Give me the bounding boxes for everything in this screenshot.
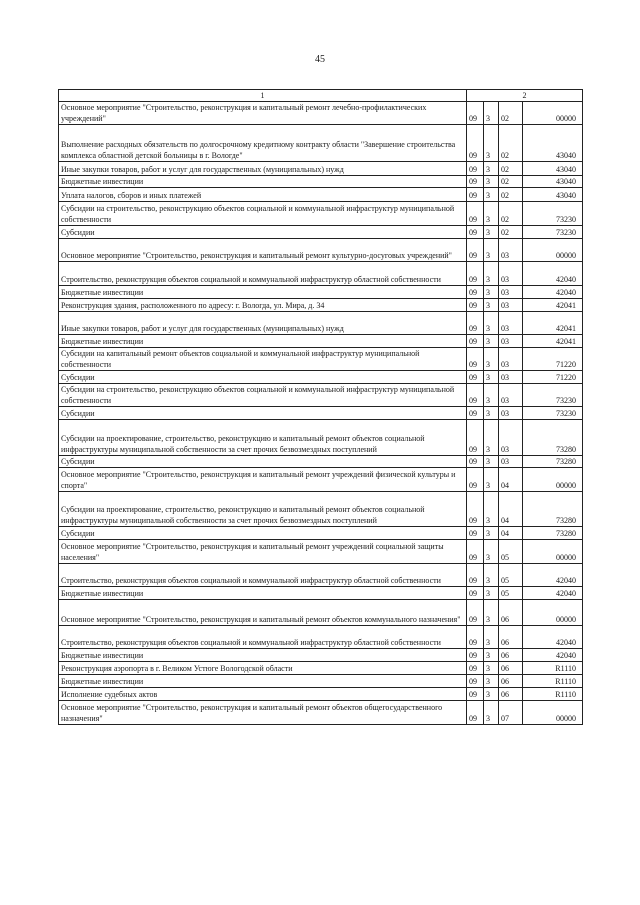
row-program: 3 [484,688,499,701]
row-direction: 00000 [523,468,583,492]
row-section: 09 [467,456,484,468]
row-subprogram: 03 [499,239,523,262]
row-program: 3 [484,701,499,725]
row-name: Реконструкция здания, расположенного по адресу: г. Вологда, ул. Мира, д. 34 [59,299,467,312]
row-name: Основное мероприятие "Строительство, реконструкция и капитальный ремонт объектов общегосударственного назначения" [59,701,467,725]
row-program: 3 [484,407,499,420]
table-row [59,649,583,662]
row-program: 3 [484,626,499,649]
table-row [59,239,583,262]
row-section: 09 [467,407,484,420]
row-direction: 43040 [523,176,583,188]
row-program: 3 [484,202,499,226]
row-section: 09 [467,420,484,456]
row-subprogram: 06 [499,662,523,675]
row-name: Строительство, реконструкция объектов социальной и коммунальной инфраструктур областной собственности [59,564,467,587]
table-row [59,335,583,348]
row-section: 09 [467,312,484,335]
row-direction: 42040 [523,626,583,649]
row-direction: R1110 [523,675,583,688]
row-direction: 43040 [523,188,583,202]
row-program: 3 [484,675,499,688]
row-section: 09 [467,226,484,239]
row-direction: 42040 [523,286,583,299]
table-row [59,176,583,188]
row-name: Реконструкция аэропорта в г. Великом Устюге Вологодской области [59,662,467,675]
row-subprogram: 05 [499,587,523,600]
row-direction: 42041 [523,335,583,348]
table-row [59,188,583,202]
row-direction: 00000 [523,239,583,262]
row-program: 3 [484,527,499,540]
row-program: 3 [484,348,499,371]
row-program: 3 [484,125,499,162]
row-name: Исполнение судебных актов [59,688,467,701]
table-row [59,371,583,384]
row-program: 3 [484,587,499,600]
table-row [59,701,583,725]
table-row [59,125,583,162]
row-section: 09 [467,202,484,226]
row-subprogram: 02 [499,125,523,162]
row-subprogram: 03 [499,262,523,286]
row-section: 09 [467,701,484,725]
row-subprogram: 03 [499,456,523,468]
row-name: Иные закупки товаров, работ и услуг для государственных (муниципальных) нужд [59,162,467,176]
row-name: Основное мероприятие "Строительство, реконструкция и капитальный ремонт учреждений социальной защиты населения" [59,540,467,564]
table-row [59,202,583,226]
row-direction: 42040 [523,262,583,286]
row-direction: 43040 [523,162,583,176]
row-name: Бюджетные инвестиции [59,587,467,600]
table-row [59,587,583,600]
row-name: Основное мероприятие "Строительство, реконструкция и капитальный ремонт объектов коммунального назначения" [59,600,467,626]
row-name: Бюджетные инвестиции [59,335,467,348]
row-subprogram: 05 [499,564,523,587]
row-name: Выполнение расходных обязательств по долгосрочному кредитному контракту области "Завершение строительства комплекса областной детской больницы в г. Вологде" [59,125,467,162]
row-subprogram: 04 [499,468,523,492]
table-row [59,348,583,371]
row-program: 3 [484,162,499,176]
row-section: 09 [467,188,484,202]
row-direction: 73230 [523,202,583,226]
row-name: Бюджетные инвестиции [59,176,467,188]
row-direction: 71220 [523,371,583,384]
row-section: 09 [467,662,484,675]
row-program: 3 [484,286,499,299]
row-section: 09 [467,239,484,262]
row-subprogram: 02 [499,162,523,176]
table-row [59,312,583,335]
row-name: Субсидии [59,226,467,239]
row-program: 3 [484,335,499,348]
table-row [59,226,583,239]
row-subprogram: 06 [499,675,523,688]
row-program: 3 [484,468,499,492]
row-program: 3 [484,649,499,662]
row-program: 3 [484,456,499,468]
row-subprogram: 03 [499,299,523,312]
row-section: 09 [467,286,484,299]
row-program: 3 [484,188,499,202]
row-subprogram: 07 [499,701,523,725]
row-subprogram: 05 [499,540,523,564]
row-name: Бюджетные инвестиции [59,649,467,662]
table-row [59,162,583,176]
row-direction: 42040 [523,587,583,600]
table-row [59,540,583,564]
row-name: Субсидии [59,371,467,384]
table-row [59,102,583,125]
row-section: 09 [467,600,484,626]
row-name: Бюджетные инвестиции [59,286,467,299]
row-section: 09 [467,626,484,649]
row-program: 3 [484,420,499,456]
row-direction: 42041 [523,299,583,312]
table-row [59,420,583,456]
row-direction: 42041 [523,312,583,335]
row-section: 09 [467,162,484,176]
row-name: Субсидии на строительство, реконструкцию объектов социальной и коммунальной инфраструктур муниципальной собственности [59,384,467,407]
row-section: 09 [467,468,484,492]
row-subprogram: 04 [499,492,523,527]
table-row [59,626,583,649]
row-subprogram: 02 [499,226,523,239]
row-program: 3 [484,662,499,675]
row-name: Строительство, реконструкция объектов социальной и коммунальной инфраструктур областной собственности [59,262,467,286]
row-section: 09 [467,492,484,527]
table-row [59,600,583,626]
header-col-2: 2 [467,90,583,102]
row-subprogram: 03 [499,420,523,456]
row-direction: 00000 [523,540,583,564]
row-subprogram: 03 [499,407,523,420]
table-row [59,662,583,675]
row-program: 3 [484,239,499,262]
table-row [59,286,583,299]
row-program: 3 [484,102,499,125]
page-number: 45 [315,54,325,65]
table-row [59,468,583,492]
row-program: 3 [484,384,499,407]
header-col-1: 1 [59,90,467,102]
table-row [59,527,583,540]
table-row [59,688,583,701]
row-section: 09 [467,348,484,371]
row-subprogram: 03 [499,384,523,407]
table-row [59,492,583,527]
row-section: 09 [467,527,484,540]
row-program: 3 [484,176,499,188]
table-header-row [59,90,583,102]
row-direction: 73280 [523,492,583,527]
row-subprogram: 04 [499,527,523,540]
row-direction: 42040 [523,649,583,662]
row-direction: 73230 [523,407,583,420]
row-program: 3 [484,600,499,626]
row-direction: 73230 [523,384,583,407]
row-section: 09 [467,564,484,587]
row-name: Основное мероприятие "Строительство, реконструкция и капитальный ремонт учреждений физической культуры и спорта" [59,468,467,492]
row-program: 3 [484,492,499,527]
row-program: 3 [484,299,499,312]
row-section: 09 [467,587,484,600]
row-subprogram: 03 [499,312,523,335]
row-subprogram: 02 [499,202,523,226]
row-direction: 00000 [523,600,583,626]
row-section: 09 [467,299,484,312]
row-direction: 73280 [523,527,583,540]
row-subprogram: 03 [499,371,523,384]
row-name: Субсидии [59,407,467,420]
row-subprogram: 02 [499,102,523,125]
row-subprogram: 06 [499,600,523,626]
row-section: 09 [467,335,484,348]
row-direction: 73280 [523,456,583,468]
row-program: 3 [484,564,499,587]
row-subprogram: 02 [499,188,523,202]
row-subprogram: 02 [499,176,523,188]
row-section: 09 [467,125,484,162]
row-section: 09 [467,688,484,701]
row-subprogram: 03 [499,348,523,371]
row-direction: R1110 [523,688,583,701]
table-row [59,675,583,688]
budget-classification-table [58,89,583,725]
row-subprogram: 03 [499,286,523,299]
table-row [59,299,583,312]
row-direction: 00000 [523,701,583,725]
row-direction: 71220 [523,348,583,371]
row-name: Субсидии [59,527,467,540]
row-direction: 00000 [523,102,583,125]
row-name: Бюджетные инвестиции [59,675,467,688]
row-subprogram: 06 [499,688,523,701]
row-name: Строительство, реконструкция объектов социальной и коммунальной инфраструктур областной собственности [59,626,467,649]
row-name: Субсидии на проектирование, строительство, реконструкцию и капитальный ремонт объектов социальной инфраструктуры муниципальной собственности за счет прочих безвозмездных поступлений [59,492,467,527]
table-row [59,262,583,286]
row-name: Основное мероприятие "Строительство, реконструкция и капитальный ремонт культурно-досуговых учреждений" [59,239,467,262]
row-section: 09 [467,102,484,125]
table-row [59,407,583,420]
row-program: 3 [484,371,499,384]
row-section: 09 [467,649,484,662]
row-name: Субсидии [59,456,467,468]
row-section: 09 [467,371,484,384]
row-section: 09 [467,262,484,286]
row-direction: 73280 [523,420,583,456]
row-name: Основное мероприятие "Строительство, реконструкция и капитальный ремонт лечебно-профилактических учреждений" [59,102,467,125]
row-subprogram: 03 [499,335,523,348]
row-direction: 43040 [523,125,583,162]
row-name: Уплата налогов, сборов и иных платежей [59,188,467,202]
row-name: Субсидии на капитальный ремонт объектов социальной и коммунальной инфраструктур муниципальной собственности [59,348,467,371]
row-direction: 42040 [523,564,583,587]
row-name: Иные закупки товаров, работ и услуг для государственных (муниципальных) нужд [59,312,467,335]
row-section: 09 [467,176,484,188]
row-name: Субсидии на проектирование, строительство, реконструкцию и капитальный ремонт объектов социальной инфраструктуры муниципальной собственности за счет прочих безвозмездных поступлений [59,420,467,456]
row-subprogram: 06 [499,626,523,649]
row-section: 09 [467,384,484,407]
row-section: 09 [467,675,484,688]
table-row [59,384,583,407]
row-program: 3 [484,262,499,286]
row-program: 3 [484,540,499,564]
row-section: 09 [467,540,484,564]
row-name: Субсидии на строительство, реконструкцию объектов социальной и коммунальной инфраструктур муниципальной собственности [59,202,467,226]
row-direction: 73230 [523,226,583,239]
table-row [59,564,583,587]
row-subprogram: 06 [499,649,523,662]
row-program: 3 [484,226,499,239]
table-row [59,456,583,468]
row-program: 3 [484,312,499,335]
row-direction: R1110 [523,662,583,675]
